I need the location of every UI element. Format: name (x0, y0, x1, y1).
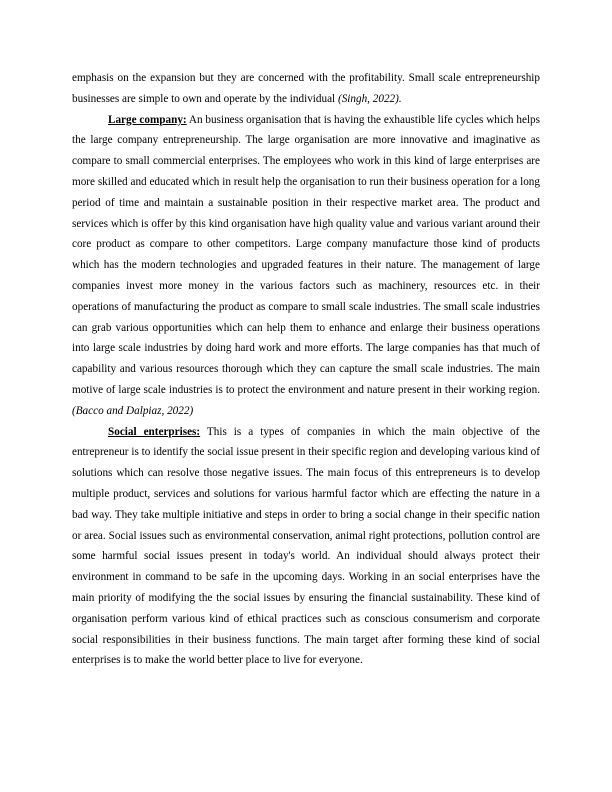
social-enterprises-text: This is a types of companies in which the main objective of the entrepreneur is to identify the social issue present in their specific region and developing various kind of solutions which can resolve those negative issues. The main focus of this entrepreneurs is to develop multiple product, services and solutions for various harmful factor which are effecting the nature in a bad way. They take multiple initiative and steps in order to bring a social change in their specific nation or area. Social issues such as environmental conservation, animal right protections, pollution control are some harmful social issues present in today's world. An individual should always protect their environment in command to be safe in the upcoming days. Working in an social enterprises have the main priority of modifying the the social issues by ensuring the financial sustainability. These kind of organisation perform various kind of ethical practices such as conscious consumerism and corporate social responsibilities in their business functions. The main target after forming these kind of social enterprises is to make the world better place to live for everyone. (72, 425, 540, 667)
large-company-text: An business organisation that is having the exhaustible life cycles which helps the large company entrepreneurship. The large organisation are more innovative and imaginative as compare to small commercial enterprises. The employees who work in this kind of large enterprises are more skilled and educated which in result help the organisation to run their business operation for a long period of time and maintain a sustainable position in their respective market area. The product and services which is offer by this kind organisation have high quality value and various variant around their core product as compare to other competitors. Large company manufacture those kind of products which has the modern technologies and upgraded features in their nature. The management of large companies invest more money in the various factors such as machinery, resources etc. in their operations of manufacturing the product as compare to small scale industries. The small scale industries can grab various opportunities which can help them to enhance and enlarge their business operations into large scale industries by doing hard work and more efforts. The large companies has that much of capability and various resources thorough which they can capture the small scale industries. The main motive of large scale industries is to protect the environment and nature present in their working region. (72, 113, 540, 396)
social-enterprises-heading: Social enterprises: (108, 425, 201, 438)
social-enterprises-paragraph (72, 422, 540, 672)
intro-citation: (Singh, 2022). (337, 92, 402, 105)
intro-paragraph (72, 68, 540, 110)
large-company-heading: Large company: (108, 113, 187, 126)
document-page (72, 68, 540, 671)
large-company-paragraph (72, 110, 540, 422)
large-company-citation: (Bacco and Dalpiaz, 2022) (72, 404, 194, 417)
intro-text: emphasis on the expansion but they are concerned with the profitability. Small scale entrepreneurship businesses are simple to own and operate by the individual (72, 72, 540, 105)
